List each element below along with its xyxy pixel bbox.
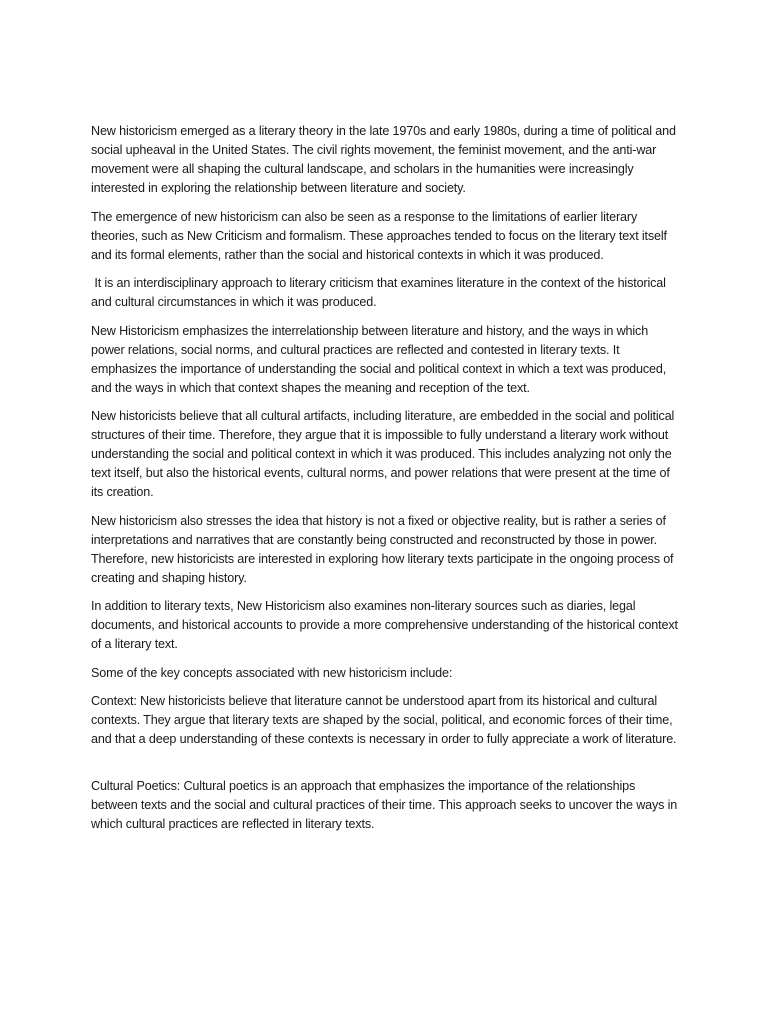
paragraph-context: Context: New historicists believe that literature cannot be understood apart from its historical and cultural contexts. They argue that literary texts are shaped by the social, political, and economic forces of their time, and that a deep understanding of these contexts is necessary in order to fully appreciate a work of literature. — [91, 694, 677, 746]
paragraph-interrelationship: New Historicism emphasizes the interrelationship between literature and history, and the ways in which power relations, social norms, and cultural practices are reflected and contested in literary texts. It emphasizes the importance of understanding the social and political context in which a text was produced, and the ways in which that context shapes the meaning and reception of the text. — [91, 323, 667, 395]
paragraph-cultural-artifacts: New historicists believe that all cultural artifacts, including literature, are embedded in the social and political structures of their time. Therefore, they argue that it is impossible to fully understand a literary work without understanding the social and political context in which it was produced. This includes analyzing not only the text itself, but also the historical events, cultural norms, and power relations that were present at the time of its creation. — [91, 409, 675, 499]
document-body — [91, 122, 683, 844]
paragraph-interdisciplinary: It is an interdisciplinary approach to literary criticism that examines literature in the context of the historical and cultural circumstances in which it was produced. — [91, 276, 670, 309]
paragraph-cultural-poetics: Cultural Poetics: Cultural poetics is an approach that emphasizes the importance of the relationships between texts and the social and cultural practices of their time. This approach seeks to uncover the ways in which cultural practices are reflected in literary texts. — [91, 779, 678, 831]
paragraph-emergence: The emergence of new historicism can also be seen as a response to the limitations of earlier literary theories, such as New Criticism and formalism. These approaches tended to focus on the literary text itself and its formal elements, rather than the social and historical contexts in which it was produced. — [91, 209, 667, 262]
paragraph-non-literary-sources: In addition to literary texts, New Historicism also examines non-literary sources such as diaries, legal documents, and historical accounts to provide a more comprehensive understanding of the historical context of a literary text. — [91, 599, 678, 651]
paragraph-origins: New historicism emerged as a literary theory in the late 1970s and early 1980s, during a time of political and social upheaval in the United States. The civil rights movement, the feminist movement, and the anti-war movement were all shaping the cultural landscape, and scholars in the humanities were increasingly interested in exploring the relationship between literature and society. — [91, 124, 676, 195]
paragraph-history-narratives: New historicism also stresses the idea that history is not a fixed or objective reality, but is rather a series of interpretations and narratives that are constantly being constructed and reconstructed by those in power. Therefore, new historicists are interested in exploring how literary texts participate in the ongoing process of creating and shaping history. — [91, 513, 674, 585]
paragraph-key-concepts-intro: Some of the key concepts associated with new historicism include: — [91, 665, 453, 680]
